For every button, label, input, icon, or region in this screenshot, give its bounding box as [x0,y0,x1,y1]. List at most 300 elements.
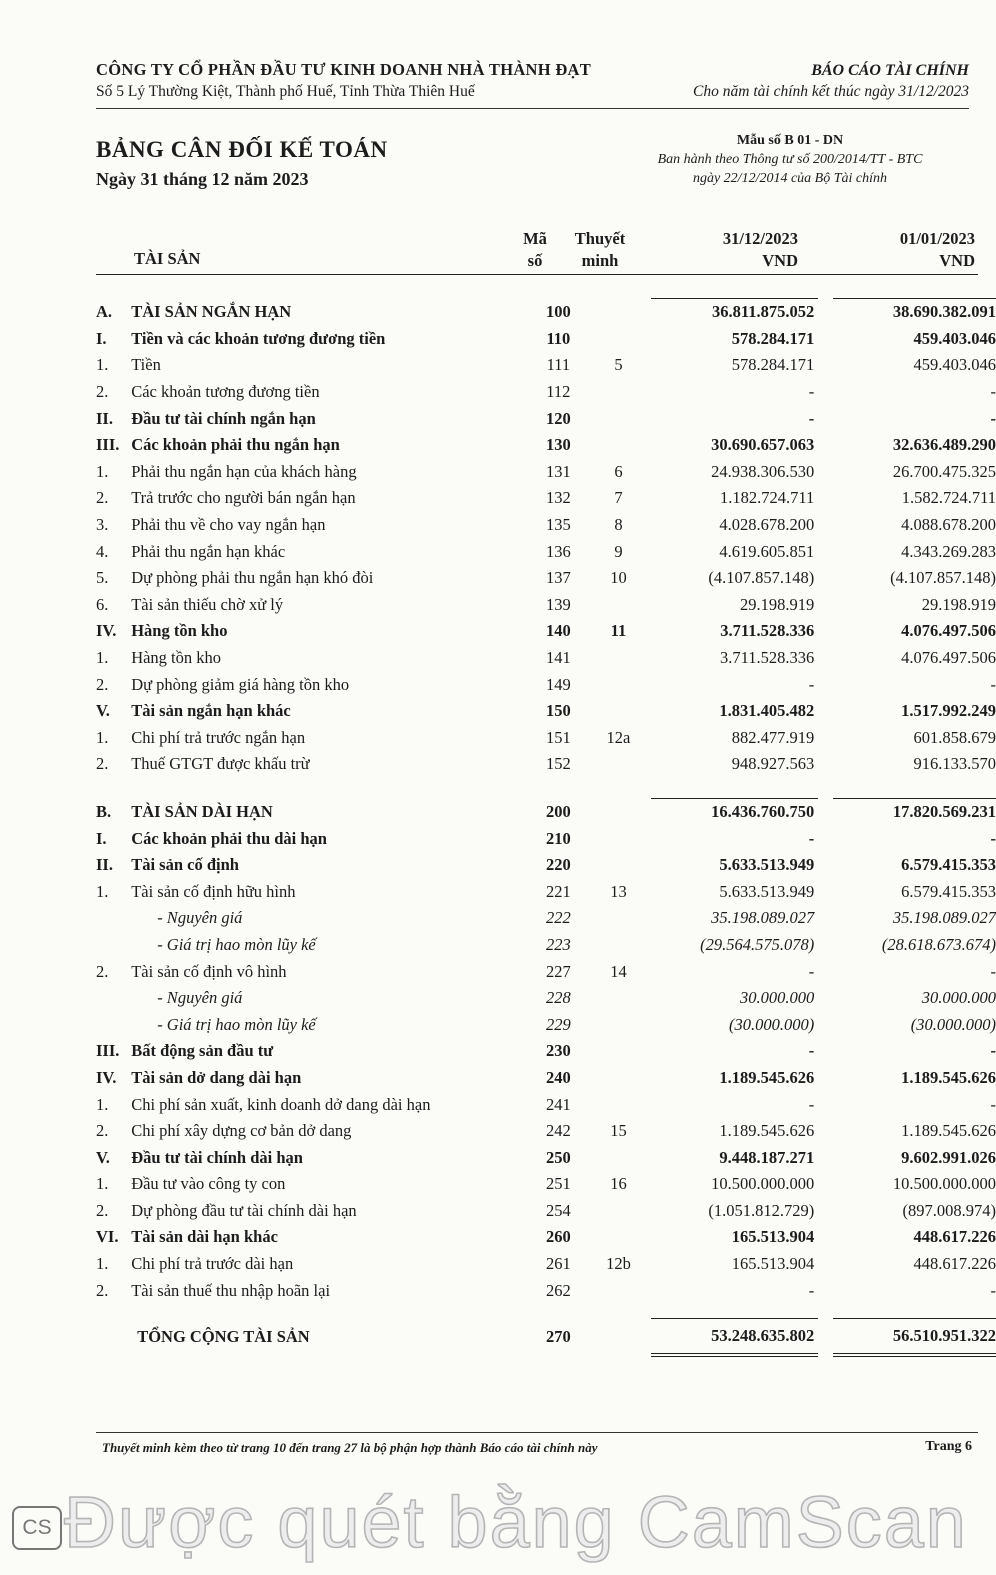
row-number: I. [96,828,107,848]
row-note [586,379,650,406]
column-gap [818,1277,833,1304]
column-gap [818,618,833,645]
row-note [586,432,650,459]
row-note: 8 [614,515,623,535]
column-gap [818,932,833,959]
row-label: - Giá trị hao mòn lũy kế [157,934,316,954]
balance-sheet-table [96,298,996,1357]
column-gap [818,1224,833,1251]
row-number: 3. [96,515,109,535]
header-current-period [723,228,798,272]
company-name: CÔNG TY CỔ PHẦN ĐẦU TƯ KINH DOANH NHÀ THÀNH ĐẠT [96,60,592,79]
row-note [586,985,650,1012]
column-gap [818,645,833,672]
row-code: 260 [545,1227,571,1247]
table-row [96,1065,996,1092]
table-row [96,326,996,353]
row-label: Đầu tư tài chính ngắn hạn [131,408,316,428]
column-gap [818,825,833,852]
column-headers [96,228,978,275]
report-period: Cho năm tài chính kết thúc ngày 31/12/2023 [693,83,969,100]
value-current: 10.500.000.000 [711,1174,815,1194]
value-current: 1.189.545.626 [719,1121,815,1141]
row-number: 1. [96,1254,109,1274]
row-number: II. [96,408,113,428]
row-note: 7 [614,488,623,508]
value-current: - [808,382,815,402]
column-gap [818,671,833,698]
row-number: II. [96,855,113,875]
row-number [96,932,131,959]
header-note [564,228,636,272]
row-note [586,1277,650,1304]
value-prior: 448.617.226 [913,1254,996,1274]
table-row [96,905,996,932]
row-code: 220 [545,855,571,875]
row-note: 12a [606,727,631,747]
row-code: 137 [545,568,571,588]
row-note: 12b [606,1254,631,1274]
row-code: 254 [545,1200,571,1220]
report-header [96,60,969,101]
column-gap [818,1065,833,1092]
row-number: 4. [96,541,109,561]
header-code [506,228,564,272]
table-row [96,852,996,879]
row-label: Tài sản cố định [131,855,239,875]
value-prior: 38.690.382.091 [833,299,996,326]
row-label: TÀI SẢN NGẮN HẠN [131,302,292,322]
value-current: 35.198.089.027 [711,908,815,928]
row-code: 251 [545,1174,571,1194]
row-label: Trả trước cho người bán ngắn hạn [131,488,356,508]
row-number: 2. [96,961,109,981]
column-gap [818,459,833,486]
row-label: Dự phòng đầu tư tài chính dài hạn [131,1200,357,1220]
row-code: 112 [546,382,571,402]
row-note [586,1144,650,1171]
table-row [96,1171,996,1198]
header-prior-unit: VND [939,251,975,270]
column-gap [818,751,833,778]
table-row [96,618,996,645]
footnote: Thuyết minh kèm theo từ trang 10 đến trang 27 là bộ phận hợp thành Báo cáo tài chính này [102,1440,598,1455]
footer-divider [96,1432,978,1433]
header-current-date: 31/12/2023 [722,229,798,248]
value-current: 165.513.904 [731,1254,815,1274]
row-code: 141 [545,648,571,668]
row-note [586,751,650,778]
row-code: 152 [545,754,571,774]
scanner-watermark [0,1478,996,1568]
table-row [96,512,996,539]
table-row [96,1144,996,1171]
value-current: 3.711.528.336 [720,648,815,668]
value-prior: (28.618.673.674) [881,934,996,954]
header-prior-date: 01/01/2023 [899,229,975,248]
row-number: IV. [96,621,117,641]
row-number: 2. [96,1121,109,1141]
column-gap [818,1118,833,1145]
row-note [586,1224,650,1251]
value-prior: - [990,674,996,694]
column-gap [818,1144,833,1171]
form-circular: Ban hành theo Thông tư số 200/2014/TT - BTC [657,152,923,167]
row-note [586,592,650,619]
value-current: (1.051.812.729) [708,1200,815,1220]
row-code: 136 [545,541,571,561]
value-prior: 32.636.489.290 [892,435,996,455]
column-gap [818,565,833,592]
row-code: 261 [545,1254,571,1274]
row-code: 210 [545,828,571,848]
value-current: 24.938.306.530 [711,461,815,481]
header-code-line1: Mã [523,229,547,248]
row-note: 6 [614,461,623,481]
row-label: Dự phòng giảm giá hàng tồn kho [131,674,350,694]
table-row [96,671,996,698]
row-label: Chi phí sản xuất, kinh doanh dở dang dài hạn [131,1094,431,1114]
total-spacer [96,1304,996,1319]
report-type: BÁO CÁO TÀI CHÍNH [811,62,969,79]
watermark-text: Được quét bằng CamScan [64,1483,968,1563]
row-note [586,1065,650,1092]
value-current: 36.811.875.052 [651,299,819,326]
header-asset: TÀI SẢN [134,249,201,268]
column-gap [818,1038,833,1065]
row-label: - Nguyên giá [157,908,243,928]
row-label: Phải thu ngắn hạn của khách hàng [131,461,357,481]
row-code: 262 [545,1280,571,1300]
value-prior: - [990,1041,996,1061]
table-row [96,1277,996,1304]
row-code: 149 [545,674,571,694]
header-current-unit: VND [762,251,798,270]
value-prior: (897.008.974) [902,1200,996,1220]
value-prior: 1.189.545.626 [901,1067,996,1087]
value-current: 9.448.187.271 [719,1147,815,1167]
row-note [586,645,650,672]
row-code: 120 [545,408,571,428]
column-gap [818,852,833,879]
value-current: - [808,408,815,428]
table-row [96,352,996,379]
row-note [586,671,650,698]
value-current: 3.711.528.336 [720,621,815,641]
row-number: V. [96,1147,110,1167]
row-code: 228 [545,988,571,1008]
value-current: 882.477.919 [731,727,815,747]
row-label: Dự phòng phải thu ngắn hạn khó đòi [131,568,374,588]
row-note: 11 [610,621,627,641]
total-row [96,1318,996,1355]
value-current: - [808,674,815,694]
value-prior: 1.189.545.626 [901,1121,996,1141]
value-current: (4.107.857.148) [708,568,815,588]
column-gap [818,698,833,725]
value-current: 578.284.171 [731,355,815,375]
value-prior: 30.000.000 [921,988,996,1008]
row-code: 222 [545,908,571,928]
value-prior: - [990,408,996,428]
column-gap [818,538,833,565]
row-label: Hàng tồn kho [131,648,222,668]
row-label: Tài sản cố định hữu hình [131,881,296,901]
value-prior: 1.517.992.249 [901,701,996,721]
row-code: 135 [545,515,571,535]
value-prior: - [990,1280,996,1300]
value-prior: 9.602.991.026 [901,1147,996,1167]
value-prior: 1.582.724.711 [901,488,996,508]
header-note-line1: Thuyết [574,229,626,248]
value-current: 16.436.760.750 [651,798,819,825]
row-number: 1. [96,1174,109,1194]
row-note [586,825,650,852]
row-number: 2. [96,488,109,508]
row-code: 227 [545,961,571,981]
row-code: 132 [545,488,571,508]
value-prior: (30.000.000) [910,1014,996,1034]
column-gap [818,299,833,326]
row-code: 223 [545,934,571,954]
table-row [96,485,996,512]
row-number: 2. [96,754,109,774]
row-note: 10 [610,568,627,588]
value-prior: 459.403.046 [913,328,996,348]
row-label: Phải thu ngắn hạn khác [131,541,286,561]
value-current: 30.000.000 [740,988,815,1008]
value-prior: 916.133.570 [913,754,996,774]
form-code: Mẫu số B 01 - DN [736,133,844,148]
row-label: Đầu tư vào công ty con [131,1174,286,1194]
row-note: 5 [614,355,623,375]
table-row [96,299,996,326]
row-number: A. [96,302,113,322]
row-label: Tiền [131,355,161,375]
table-row [96,985,996,1012]
row-number: VI. [96,1227,119,1247]
row-number: III. [96,435,120,455]
value-prior: - [990,961,996,981]
row-label: Các khoản phải thu dài hạn [131,828,327,848]
row-code: 139 [545,594,571,614]
table-row [96,751,996,778]
row-note: 16 [610,1174,627,1194]
row-label: Phải thu về cho vay ngắn hạn [131,515,326,535]
value-current: - [808,961,815,981]
table-row [96,1011,996,1038]
column-gap [818,1011,833,1038]
page-title: BẢNG CÂN ĐỐI KẾ TOÁN [96,137,388,162]
header-prior-period [900,228,975,272]
row-number: I. [96,328,107,348]
column-gap [818,512,833,539]
row-number: 1. [96,461,109,481]
row-code: 100 [545,302,571,322]
row-number: 5. [96,568,109,588]
table-row [96,1251,996,1278]
value-current: 4.619.605.851 [719,541,815,561]
row-note [586,299,650,326]
section-spacer [96,778,996,799]
column-gap [818,326,833,353]
value-current: 4.028.678.200 [719,515,815,535]
value-current: 948.927.563 [731,754,815,774]
row-number: 1. [96,648,109,668]
row-label: Chi phí xây dựng cơ bản dở dang [131,1121,352,1141]
row-number: 2. [96,674,109,694]
table-row [96,1224,996,1251]
row-code: 110 [546,328,571,348]
table-row [96,592,996,619]
row-code: 111 [546,355,571,375]
column-gap [818,1091,833,1118]
row-label: Đầu tư tài chính dài hạn [131,1147,303,1167]
table-row [96,538,996,565]
value-prior: - [990,382,996,402]
column-gap [818,379,833,406]
column-gap [818,1171,833,1198]
row-label: Chi phí trả trước dài hạn [131,1254,294,1274]
row-code: 270 [545,1326,571,1346]
row-number: 6. [96,594,109,614]
row-note: 13 [610,881,627,901]
value-prior: 6.579.415.353 [901,855,996,875]
row-label: Tài sản ngắn hạn khác [131,701,291,721]
value-current: 29.198.919 [740,594,815,614]
value-prior: 17.820.569.231 [833,798,996,825]
row-note [586,1011,650,1038]
row-number: 1. [96,1094,109,1114]
value-current: 53.248.635.802 [651,1318,819,1355]
row-label: Tài sản cố định vô hình [131,961,287,981]
value-current: - [808,828,815,848]
title-block [96,137,388,190]
table-row [96,565,996,592]
row-number: 1. [96,355,109,375]
table-row [96,958,996,985]
row-number: 1. [96,727,109,747]
table-row [96,698,996,725]
column-gap [818,878,833,905]
value-current: (30.000.000) [729,1014,815,1034]
form-reference [620,133,960,187]
value-prior: 448.617.226 [913,1227,996,1247]
row-number [96,905,131,932]
column-gap [818,798,833,825]
company-address: Số 5 Lý Thường Kiệt, Thành phố Huế, Tỉnh Thừa Thiên Huế [96,83,475,100]
row-label: Tài sản dài hạn khác [131,1227,278,1247]
row-note: 9 [614,541,623,561]
value-current: - [808,1041,815,1061]
row-label: Tài sản thuế thu nhập hoãn lại [131,1280,331,1300]
value-prior: 10.500.000.000 [892,1174,996,1194]
header-divider [96,108,969,109]
row-note: 15 [610,1121,627,1141]
column-gap [818,1251,833,1278]
value-prior: 4.343.269.283 [901,541,996,561]
value-prior: 4.088.678.200 [901,515,996,535]
column-gap [818,985,833,1012]
row-code: 221 [545,881,571,901]
row-code: 130 [545,435,571,455]
value-prior: 601.858.679 [913,727,996,747]
table-row [96,932,996,959]
row-label: Thuế GTGT được khấu trừ [131,754,310,774]
value-prior: 29.198.919 [921,594,996,614]
header-note-line2: minh [581,251,619,270]
row-number [96,985,131,1012]
value-prior: 56.510.951.322 [833,1318,996,1355]
row-code: 151 [545,727,571,747]
value-current: - [808,1280,815,1300]
row-label: - Nguyên giá [157,988,243,1008]
row-code: 200 [545,801,571,821]
form-issuer: ngày 22/12/2014 của Bộ Tài chính [692,171,888,186]
table-row [96,405,996,432]
row-note [586,1038,650,1065]
row-label: Tài sản thiếu chờ xử lý [131,594,284,614]
row-number: 2. [96,1200,109,1220]
row-note [586,1318,650,1355]
value-current: 30.690.657.063 [711,435,815,455]
table-row [96,1198,996,1225]
column-gap [818,1198,833,1225]
row-number: III. [96,1041,120,1061]
row-note [586,1198,650,1225]
value-current: 578.284.171 [731,328,815,348]
row-label: Bất động sản đầu tư [131,1041,274,1061]
row-label: Hàng tồn kho [131,621,228,641]
value-current: 1.182.724.711 [720,488,815,508]
column-gap [818,405,833,432]
row-note [586,852,650,879]
row-code: 241 [545,1094,571,1114]
row-code: 229 [545,1014,571,1034]
table-row [96,878,996,905]
camscanner-logo-icon: CS [12,1506,62,1550]
row-number: 2. [96,1280,109,1300]
column-gap [818,958,833,985]
page-number: Trang 6 [925,1439,972,1454]
row-note [586,798,650,825]
value-current: - [808,1094,815,1114]
row-code: 242 [545,1121,571,1141]
row-note [586,932,650,959]
column-gap [818,905,833,932]
row-label: Tài sản dở dang dài hạn [131,1067,302,1087]
row-label: Các khoản tương đương tiền [131,382,320,402]
table-row [96,459,996,486]
row-label: - Giá trị hao mòn lũy kế [157,1014,316,1034]
row-code: 250 [545,1147,571,1167]
value-current: 5.633.513.949 [719,855,815,875]
table-row [96,1091,996,1118]
column-gap [818,352,833,379]
row-label: Các khoản phải thu ngắn hạn [131,435,340,455]
row-code: 150 [545,701,571,721]
table-row [96,725,996,752]
row-note [586,405,650,432]
value-prior: 6.579.415.353 [901,881,996,901]
column-gap [818,725,833,752]
statement-date: Ngày 31 tháng 12 năm 2023 [96,169,309,189]
value-prior: - [990,828,996,848]
row-label: TỔNG CỘNG TÀI SẢN [137,1326,310,1346]
row-label: Tiền và các khoản tương đương tiền [131,328,386,348]
table-row [96,379,996,406]
value-prior: (4.107.857.148) [890,568,996,588]
